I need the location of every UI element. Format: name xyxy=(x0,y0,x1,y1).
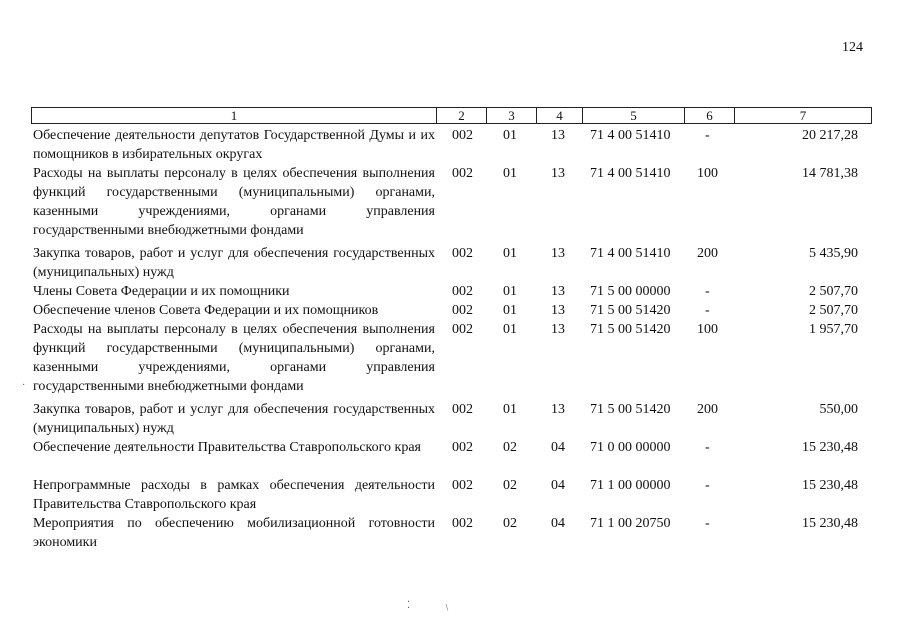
cell-col-3: 01 xyxy=(503,284,517,299)
cell-col-2: 002 xyxy=(452,402,473,417)
cell-col-7: 15 230,48 xyxy=(802,516,858,531)
cell-col-6: 100 xyxy=(697,166,718,181)
cell-col-4: 04 xyxy=(551,440,565,455)
row-name: Обеспечение членов Совета Федерации и их помощников xyxy=(33,303,379,318)
table-row xyxy=(0,438,905,476)
cell-col-5: 71 1 00 20750 xyxy=(590,516,671,531)
table-header xyxy=(31,107,871,124)
header-col-6: 6 xyxy=(684,107,734,124)
cell-col-3: 01 xyxy=(503,303,517,318)
cell-col-2: 002 xyxy=(452,303,473,318)
cell-col-4: 13 xyxy=(551,246,565,261)
cell-col-4: 13 xyxy=(551,322,565,337)
header-col-2: 2 xyxy=(436,107,486,124)
cell-col-3: 02 xyxy=(503,440,517,455)
table-row xyxy=(0,514,905,552)
cell-col-6: - xyxy=(705,478,710,493)
cell-col-3: 02 xyxy=(503,516,517,531)
cell-col-2: 002 xyxy=(452,166,473,181)
row-name: Непрограммные расходы в рамках обеспечения деятельности Правительства Ставропольского края xyxy=(33,478,435,512)
header-col-7: 7 xyxy=(734,107,872,124)
table-row xyxy=(0,476,905,514)
cell-col-4: 13 xyxy=(551,402,565,417)
cell-col-6: - xyxy=(705,516,710,531)
cell-col-3: 01 xyxy=(503,166,517,181)
table-row xyxy=(0,244,905,282)
cell-col-4: 13 xyxy=(551,166,565,181)
row-name: Мероприятия по обеспечению мобилизационной готовности экономики xyxy=(33,516,435,550)
cell-col-7: 1 957,70 xyxy=(809,322,858,337)
header-col-1: 1 xyxy=(31,107,436,124)
cell-col-2: 002 xyxy=(452,246,473,261)
cell-col-7: 2 507,70 xyxy=(809,303,858,318)
cell-col-5: 71 4 00 51410 xyxy=(590,246,671,261)
cell-col-3: 01 xyxy=(503,128,517,143)
row-name: Расходы на выплаты персоналу в целях обеспечения выполнения функций государственными (муниципальными) органами, казенными учреждениями, органами управления государственными внебюджетными фондами xyxy=(33,166,435,238)
cell-col-7: 550,00 xyxy=(819,402,858,417)
header-col-5: 5 xyxy=(582,107,684,124)
cell-col-6: 200 xyxy=(697,402,718,417)
table-row xyxy=(0,164,905,244)
cell-col-3: 01 xyxy=(503,402,517,417)
cell-col-7: 15 230,48 xyxy=(802,478,858,493)
cell-col-3: 02 xyxy=(503,478,517,493)
cell-col-5: 71 4 00 51410 xyxy=(590,128,671,143)
cell-col-3: 01 xyxy=(503,322,517,337)
cell-col-3: 01 xyxy=(503,246,517,261)
cell-col-6: 100 xyxy=(697,322,718,337)
row-name: Закупка товаров, работ и услуг для обеспечения государственных (муниципальных) нужд xyxy=(33,246,435,280)
cell-col-7: 14 781,38 xyxy=(802,166,858,181)
header-col-3: 3 xyxy=(486,107,536,124)
scan-speck: ﹨ xyxy=(442,602,452,613)
cell-col-6: - xyxy=(705,128,710,143)
row-name: Обеспечение деятельности Правительства Ставропольского края xyxy=(33,440,421,455)
row-name: Обеспечение деятельности депутатов Государственной Думы и их помощников в избирательных округах xyxy=(33,128,435,162)
cell-col-5: 71 5 00 00000 xyxy=(590,284,671,299)
cell-col-5: 71 1 00 00000 xyxy=(590,478,671,493)
cell-col-4: 04 xyxy=(551,478,565,493)
scan-speck: · xyxy=(22,380,26,391)
table-row xyxy=(0,320,905,400)
table-row xyxy=(0,126,905,164)
table-row xyxy=(0,301,905,320)
cell-col-5: 71 0 00 00000 xyxy=(590,440,671,455)
cell-col-2: 002 xyxy=(452,322,473,337)
cell-col-4: 13 xyxy=(551,128,565,143)
page-number: 124 xyxy=(842,40,863,55)
row-name: Расходы на выплаты персоналу в целях обеспечения выполнения функций государственными (муниципальными) органами, казенными учреждениями, органами управления государственными внебюджетными фондами xyxy=(33,322,435,394)
cell-col-6: - xyxy=(705,303,710,318)
cell-col-7: 20 217,28 xyxy=(802,128,858,143)
cell-col-4: 04 xyxy=(551,516,565,531)
row-name: Закупка товаров, работ и услуг для обеспечения государственных (муниципальных) нужд xyxy=(33,402,435,436)
cell-col-2: 002 xyxy=(452,478,473,493)
cell-col-2: 002 xyxy=(452,440,473,455)
row-name: Члены Совета Федерации и их помощники xyxy=(33,284,290,299)
cell-col-6: 200 xyxy=(697,246,718,261)
cell-col-2: 002 xyxy=(452,516,473,531)
cell-col-5: 71 4 00 51410 xyxy=(590,166,671,181)
cell-col-5: 71 5 00 51420 xyxy=(590,322,671,337)
cell-col-5: 71 5 00 51420 xyxy=(590,303,671,318)
cell-col-7: 2 507,70 xyxy=(809,284,858,299)
cell-col-6: - xyxy=(705,440,710,455)
cell-col-6: - xyxy=(705,284,710,299)
cell-col-2: 002 xyxy=(452,128,473,143)
cell-col-2: 002 xyxy=(452,284,473,299)
table-row xyxy=(0,400,905,438)
cell-col-4: 13 xyxy=(551,303,565,318)
scan-speck: ⁚ xyxy=(407,600,411,611)
cell-col-7: 15 230,48 xyxy=(802,440,858,455)
cell-col-7: 5 435,90 xyxy=(809,246,858,261)
table-row xyxy=(0,282,905,301)
cell-col-4: 13 xyxy=(551,284,565,299)
header-col-4: 4 xyxy=(536,107,582,124)
cell-col-5: 71 5 00 51420 xyxy=(590,402,671,417)
